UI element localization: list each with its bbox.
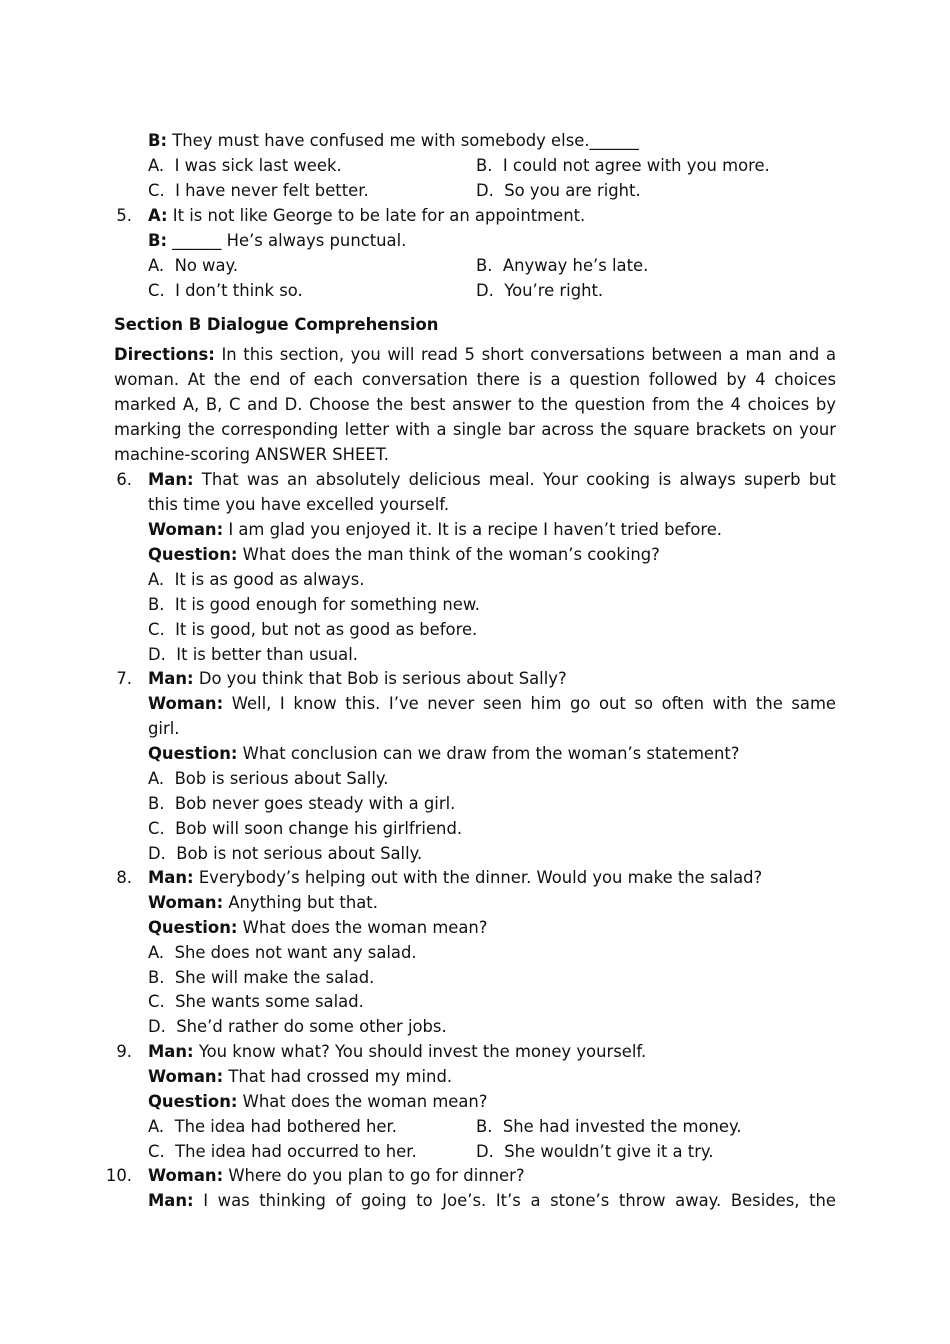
speaker-label: Woman: — [148, 694, 224, 713]
option-text: The idea had occurred to her. — [175, 1142, 417, 1161]
q5-option-d — [476, 280, 603, 302]
option-letter: D. — [148, 1017, 166, 1036]
speaker-text: ______ He’s always punctual. — [167, 231, 407, 250]
q5-a-line — [148, 205, 585, 227]
q4-option-b — [476, 155, 770, 177]
q5-b-line — [148, 230, 406, 252]
option-text: She does not want any salad. — [174, 943, 417, 962]
q9-man-line — [148, 1041, 646, 1063]
option-letter: C. — [148, 1142, 165, 1161]
q7-option-a — [148, 768, 388, 790]
option-text: So you are right. — [504, 181, 641, 200]
speaker-text: It is not like George to be late for an appointment. — [167, 206, 586, 225]
q4-option-d — [476, 180, 641, 202]
q8-question-line — [148, 917, 488, 939]
q8-option-b — [148, 967, 374, 989]
question-label: Question: — [148, 918, 238, 937]
option-text: Anyway he’s late. — [502, 256, 649, 275]
directions-line: marked A, B, C and D. Choose the best answer to the question from the 4 choices by — [114, 395, 836, 414]
speaker-label: B: — [148, 231, 168, 250]
speaker-label: Woman: — [148, 520, 224, 539]
q8-man-line — [148, 867, 762, 889]
option-text: I was sick last week. — [174, 156, 342, 175]
q7-man-line — [148, 668, 567, 690]
option-text: Bob will soon change his girlfriend. — [175, 819, 463, 838]
speaker-label: Woman: — [148, 1166, 224, 1185]
speaker-text: Anything but that. — [223, 893, 378, 912]
option-letter: B. — [148, 794, 165, 813]
q10-woman-line — [148, 1165, 525, 1187]
question-text: What does the woman mean? — [237, 1092, 488, 1111]
q4-option-a — [148, 155, 342, 177]
q8-woman-line — [148, 892, 378, 914]
q8-option-d — [148, 1016, 447, 1038]
q9-option-c — [148, 1141, 417, 1163]
option-letter: B. — [476, 256, 493, 275]
question-number: 8. — [116, 868, 132, 887]
q7-option-b — [148, 793, 455, 815]
question-text: What conclusion can we draw from the woman’s statement? — [237, 744, 740, 763]
question-number: 9. — [116, 1042, 132, 1061]
option-text: You’re right. — [504, 281, 604, 300]
speaker-label: Woman: — [148, 1067, 224, 1086]
q7-question-line — [148, 743, 740, 765]
option-letter: C. — [148, 620, 165, 639]
option-text: I have never felt better. — [175, 181, 369, 200]
q7-option-c — [148, 818, 462, 840]
q7-woman-line — [148, 693, 836, 715]
q5-option-a — [148, 255, 238, 277]
question-text: What does the woman mean? — [237, 918, 488, 937]
option-text: She’d rather do some other jobs. — [176, 1017, 447, 1036]
option-text: Bob is serious about Sally. — [174, 769, 389, 788]
speaker-text: I am glad you enjoyed it. It is a recipe I haven’t tried before. — [223, 520, 723, 539]
q5-option-b — [476, 255, 648, 277]
option-text: It is good, but not as good as before. — [175, 620, 478, 639]
speaker-label: A: — [148, 206, 168, 225]
q6-question-line — [148, 544, 660, 566]
option-text: No way. — [174, 256, 239, 275]
option-letter: C. — [148, 281, 165, 300]
q9-option-b — [476, 1116, 742, 1138]
q6-option-a — [148, 569, 365, 591]
option-letter: A. — [148, 1117, 165, 1136]
option-letter: C. — [148, 181, 165, 200]
directions-text: In this section, you will read 5 short conversations between a man and a — [214, 345, 836, 364]
q6-man-line-2: this time you have excelled yourself. — [148, 495, 450, 514]
q6-man-line — [148, 469, 836, 491]
speaker-text: Do you think that Bob is serious about Sally? — [193, 669, 567, 688]
speaker-label: Man: — [148, 669, 194, 688]
q7-option-d — [148, 843, 422, 865]
option-text: It is good enough for something new. — [174, 595, 480, 614]
option-letter: A. — [148, 256, 165, 275]
directions-line — [114, 344, 836, 366]
option-text: I don’t think so. — [175, 281, 303, 300]
question-text: What does the man think of the woman’s cooking? — [237, 545, 660, 564]
option-text: I could not agree with you more. — [502, 156, 770, 175]
speaker-text: I was thinking of going to Joe’s. It’s a stone’s throw away. Besides, the — [193, 1191, 836, 1210]
option-text: Bob never goes steady with a girl. — [174, 794, 456, 813]
question-number: 5. — [116, 206, 132, 225]
q6-option-c — [148, 619, 477, 641]
q6-woman-line — [148, 519, 722, 541]
option-letter: A. — [148, 943, 165, 962]
option-letter: C. — [148, 992, 165, 1011]
q9-option-d — [476, 1141, 714, 1163]
speaker-label: Man: — [148, 1042, 194, 1061]
option-text: She wouldn’t give it a try. — [504, 1142, 714, 1161]
speaker-label: Man: — [148, 470, 194, 489]
option-text: The idea had bothered her. — [174, 1117, 397, 1136]
q8-option-c — [148, 991, 364, 1013]
option-letter: A. — [148, 769, 165, 788]
question-number: 7. — [116, 669, 132, 688]
section-heading: Section B Dialogue Comprehension — [114, 315, 439, 334]
question-number: 6. — [116, 470, 132, 489]
q10-man-line — [148, 1190, 836, 1212]
speaker-text: You know what? You should invest the money yourself. — [193, 1042, 647, 1061]
speaker-text: That was an absolutely delicious meal. Your cooking is always superb but — [193, 470, 836, 489]
option-text: She wants some salad. — [175, 992, 364, 1011]
question-label: Question: — [148, 545, 238, 564]
q6-option-b — [148, 594, 480, 616]
speaker-text: Where do you plan to go for dinner? — [223, 1166, 525, 1185]
option-text: Bob is not serious about Sally. — [176, 844, 423, 863]
option-text: It is as good as always. — [174, 570, 365, 589]
option-letter: A. — [148, 156, 165, 175]
option-text: She had invested the money. — [502, 1117, 742, 1136]
option-text: It is better than usual. — [176, 645, 358, 664]
question-label: Question: — [148, 744, 238, 763]
option-letter: C. — [148, 819, 165, 838]
q4-b-line — [148, 130, 639, 152]
speaker-label: Man: — [148, 1191, 194, 1210]
option-letter: D. — [476, 281, 494, 300]
speaker-label: Man: — [148, 868, 194, 887]
q9-option-a — [148, 1116, 397, 1138]
speaker-text: Everybody’s helping out with the dinner. Would you make the salad? — [193, 868, 763, 887]
q9-question-line — [148, 1091, 488, 1113]
question-number: 10. — [105, 1166, 132, 1185]
q6-option-d — [148, 644, 358, 666]
option-text: She will make the salad. — [174, 968, 375, 987]
q7-woman-line-2: girl. — [148, 719, 180, 738]
option-letter: D. — [476, 1142, 494, 1161]
option-letter: B. — [148, 595, 165, 614]
speaker-text: Well, I know this. I’ve never seen him go out so often with the same — [223, 694, 836, 713]
q8-option-a — [148, 942, 417, 964]
option-letter: D. — [476, 181, 494, 200]
option-letter: D. — [148, 645, 166, 664]
option-letter: B. — [148, 968, 165, 987]
question-label: Question: — [148, 1092, 238, 1111]
q4-option-c — [148, 180, 369, 202]
speaker-label: B: — [148, 131, 168, 150]
directions-line: machine-scoring ANSWER SHEET. — [114, 445, 389, 464]
q5-option-c — [148, 280, 303, 302]
directions-line: woman. At the end of each conversation there is a question followed by 4 choices — [114, 370, 836, 389]
option-letter: A. — [148, 570, 165, 589]
option-letter: B. — [476, 156, 493, 175]
speaker-text: That had crossed my mind. — [223, 1067, 453, 1086]
q9-woman-line — [148, 1066, 452, 1088]
option-letter: B. — [476, 1117, 493, 1136]
option-letter: D. — [148, 844, 166, 863]
speaker-text: They must have confused me with somebody else.______ — [167, 131, 639, 150]
directions-label: Directions: — [114, 345, 215, 364]
speaker-label: Woman: — [148, 893, 224, 912]
directions-line: marking the corresponding letter with a single bar across the square brackets on your — [114, 420, 836, 439]
